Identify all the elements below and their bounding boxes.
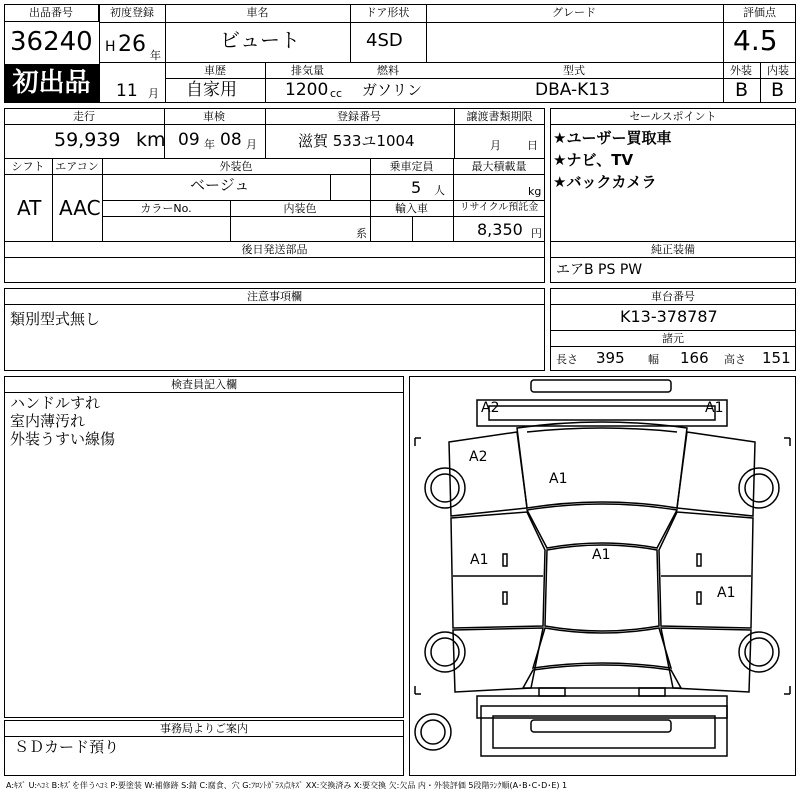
reg-year-unit: 年 <box>150 49 161 62</box>
displacement-label: 排気量 <box>291 64 324 77</box>
chassis-label: 車台番号 <box>651 290 695 303</box>
fuel-label: 燃料 <box>377 64 399 77</box>
notes-value: 類別型式無し <box>10 310 101 328</box>
inspection-year-unit: 年 <box>204 138 215 151</box>
legend-text: A:ｷｽﾞ U:ﾍｺﾐ B:ｷｽﾞを伴うﾍｺﾐ P:要塗装 W:補修跡 S:錆 C:腐食、穴 G:ﾌﾛﾝﾄｶﾞﾗｽ点ｷｽﾞ XX:交換済み X:要交換 欠:欠品 内・外装評価 5段階ﾗﾝｸ順(A･B･C･D･E) 1 <box>6 781 568 790</box>
ext-value: B <box>735 79 749 101</box>
office-label: 事務局よりご案内 <box>160 722 248 735</box>
mileage-unit: km <box>136 129 166 151</box>
model-label: 型式 <box>563 64 585 77</box>
interior-color-unit: 系 <box>356 227 367 240</box>
exterior-color-label: 外装色 <box>219 160 253 173</box>
damage-mark-a1-door-left: A1 <box>470 552 489 568</box>
length-label: 長さ <box>556 353 578 366</box>
history-value: 自家用 <box>186 80 237 100</box>
inspector-line-1: ハンドルすれ <box>10 394 101 412</box>
inspection-year: 09 <box>178 130 200 150</box>
score-value: 4.5 <box>733 24 778 57</box>
sales-point-1: ★ユーザー買取車 <box>553 129 672 147</box>
model-value: DBA-K13 <box>535 80 610 100</box>
interior-color-label: 内装色 <box>283 202 317 215</box>
width-label: 幅 <box>648 353 659 366</box>
door-value: 4SD <box>366 30 403 51</box>
shift-value: AT <box>17 196 42 220</box>
inspector-label: 検査員記入欄 <box>171 378 237 391</box>
inspector-line-2: 室内薄汚れ <box>10 412 86 430</box>
load-unit: kg <box>528 185 542 198</box>
height-label: 高さ <box>724 353 746 366</box>
color-no-label: カラーNo. <box>140 202 192 215</box>
exterior-color-value: ベージュ <box>190 176 250 194</box>
score-label: 評価点 <box>743 6 776 19</box>
sales-points-label: セールスポイント <box>629 110 717 123</box>
first-listing-badge: 初出品 <box>4 64 99 103</box>
car-name-value: ビュート <box>220 28 300 52</box>
inspection-month-unit: 月 <box>246 138 257 151</box>
lot-number: 36240 <box>10 27 93 57</box>
shift-label: シフト <box>11 160 45 173</box>
recycle-value: 8,350 <box>477 220 523 239</box>
lot-label: 出品番号 <box>4 4 99 22</box>
damage-mark-a1-door-right: A1 <box>717 585 736 601</box>
grade-label: グレード <box>552 6 596 19</box>
plate-label: 登録番号 <box>337 110 381 123</box>
mileage-value: 59,939 <box>54 129 121 151</box>
equipment-value: エアB PS PW <box>556 262 643 278</box>
import-label: 輸入車 <box>395 202 428 215</box>
length-value: 395 <box>596 349 625 367</box>
load-label: 最大積載量 <box>471 160 527 173</box>
damage-mark-a1-front-right: A1 <box>705 400 724 416</box>
office-value: ＳＤカード預り <box>14 738 120 756</box>
sales-point-3: ★バックカメラ <box>553 173 657 191</box>
notes-label: 注意事項欄 <box>247 290 302 303</box>
damage-mark-a2-fender-left: A2 <box>469 449 488 465</box>
damage-mark-a2-front-left: A2 <box>481 400 500 416</box>
fuel-value: ガソリン <box>362 81 423 99</box>
inspector-line-3: 外装うすい線傷 <box>10 430 116 448</box>
dims-label: 諸元 <box>662 332 684 345</box>
ext-label: 外装 <box>730 64 752 77</box>
inspection-month: 08 <box>220 130 242 150</box>
sales-point-2: ★ナビ、TV <box>553 151 634 169</box>
height-value: 151 <box>762 349 791 367</box>
mileage-label: 走行 <box>73 110 95 123</box>
ac-label: エアコン <box>55 160 99 173</box>
transfer-day-unit: 日 <box>527 139 538 152</box>
chassis-value: K13-378787 <box>620 307 718 326</box>
equipment-label: 純正装備 <box>651 243 695 256</box>
plate-value: 滋賀 533ユ1004 <box>298 132 415 150</box>
reg-month: 11 <box>116 81 138 101</box>
transfer-month-unit: 月 <box>490 139 501 152</box>
transfer-label: 譲渡書類期限 <box>466 110 533 123</box>
int-value: B <box>771 79 785 101</box>
recycle-label: リサイクル預託金 <box>459 202 539 213</box>
int-label: 内装 <box>767 64 789 77</box>
reg-label: 初度登録 <box>110 6 154 19</box>
capacity-unit: 人 <box>434 184 445 197</box>
displacement-unit: cc <box>330 87 343 100</box>
car-diagram <box>409 376 796 776</box>
width-value: 166 <box>680 349 709 367</box>
history-label: 車歴 <box>204 64 226 77</box>
capacity-value: 5 <box>411 178 422 197</box>
damage-mark-a1-roof: A1 <box>592 547 611 563</box>
recycle-unit: 円 <box>531 227 542 240</box>
reg-year: 26 <box>118 32 146 57</box>
displacement-value: 1200 <box>285 80 329 100</box>
car-name-label: 車名 <box>246 6 269 19</box>
ac-value: AAC <box>59 196 101 220</box>
door-label: ドア形状 <box>365 6 410 19</box>
reg-month-unit: 月 <box>148 87 159 100</box>
inspection-label: 車検 <box>203 110 225 123</box>
later-parts-label: 後日発送部品 <box>241 243 308 256</box>
damage-mark-a1-hood: A1 <box>549 471 568 487</box>
capacity-label: 乗車定員 <box>389 160 434 173</box>
reg-era: H <box>105 39 116 55</box>
